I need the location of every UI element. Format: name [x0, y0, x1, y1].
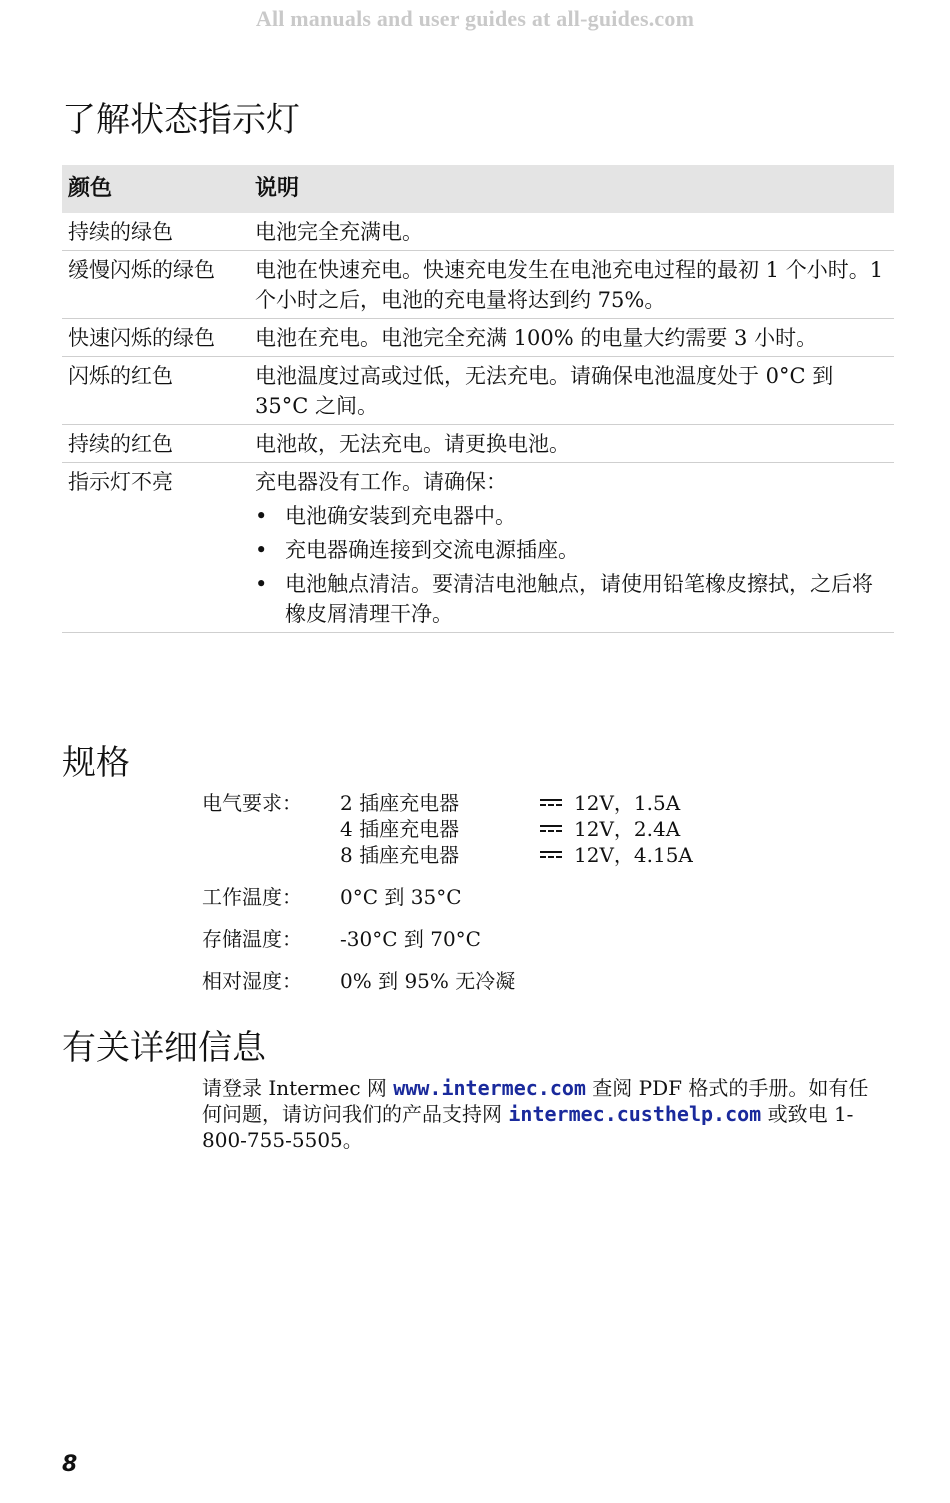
bullet-text: 电池确安装到充电器中。: [285, 504, 516, 528]
spec-row-electrical: [202, 790, 693, 868]
dc-symbol-icon: [540, 842, 574, 868]
spec-row-humidity: [202, 968, 693, 994]
table-row: [62, 251, 894, 319]
row-color: 持续的绿色: [68, 220, 173, 244]
row-description: 电池故，无法充电。请更换电池。: [255, 432, 570, 456]
table-row: [62, 357, 894, 425]
spec-row-operating-temp: [202, 884, 693, 910]
dc-symbol-icon: [540, 790, 574, 816]
charger-list: [340, 790, 693, 868]
row-color: 指示灯不亮: [68, 470, 173, 494]
charger-name: 4 插座充电器: [340, 817, 460, 841]
table-row: [62, 319, 894, 357]
section-title-more-info: 有关详细信息: [62, 1028, 266, 1068]
table-header-row: [62, 165, 894, 213]
section-title-specifications: 规格: [62, 743, 130, 783]
page-number: 8: [62, 1452, 78, 1477]
spec-row-storage-temp: [202, 926, 693, 952]
info-text: 或致电 1-800-755-5505。: [202, 1102, 854, 1152]
dc-symbol-icon: [540, 816, 574, 842]
row-description: 电池在快速充电。快速充电发生在电池充电过程的最初 1 个小时。1 个小时之后，电池的充电量将达到约 75%。: [255, 258, 884, 312]
bullet-item: [255, 535, 886, 565]
info-text: 请登录 Intermec 网: [202, 1076, 394, 1100]
row-description: 电池温度过高或过低，无法充电。请确保电池温度处于 0°C 到 35°C 之间。: [255, 364, 834, 418]
bullet-icon: •: [255, 538, 268, 562]
bullet-text: 充电器确连接到交流电源插座。: [285, 538, 579, 562]
charger-rating: 12V，1.5A: [574, 791, 681, 815]
status-light-table: [62, 165, 894, 633]
spec-label: 存储温度：: [202, 927, 302, 951]
spec-label: 相对湿度：: [202, 969, 302, 993]
spec-label: 电气要求：: [202, 791, 302, 815]
spec-label: 工作温度：: [202, 885, 302, 909]
row-description: 电池完全充满电。: [255, 220, 423, 244]
table-row: [62, 213, 894, 251]
info-text: 查阅 PDF 格式的手册。如有任何问题，请访问我们的产品支持网: [202, 1076, 869, 1126]
bullet-icon: •: [255, 572, 268, 596]
row-color: 持续的红色: [68, 432, 173, 456]
row-description: 电池在充电。电池完全充满 100% 的电量大约需要 3 小时。: [255, 326, 818, 350]
intermec-website-link[interactable]: www.intermec.com: [393, 1076, 586, 1100]
row-description-block: [255, 467, 894, 629]
bullet-text: 电池触点清洁。要清洁电池触点，请使用铅笔橡皮擦拭，之后将橡皮屑清理干净。: [285, 572, 873, 626]
row-color: 快速闪烁的绿色: [68, 326, 215, 350]
charger-row: [340, 816, 693, 842]
charger-name: 8 插座充电器: [340, 843, 460, 867]
row-color: 缓慢闪烁的绿色: [68, 258, 215, 282]
spec-value: 0% 到 95% 无冷凝: [340, 969, 516, 993]
table-row: [62, 463, 894, 633]
spec-value: 0°C 到 35°C: [340, 885, 462, 909]
charger-row: [340, 790, 693, 816]
bullet-icon: •: [255, 504, 268, 528]
spec-value: -30°C 到 70°C: [340, 927, 481, 951]
watermark: All manuals and user guides at all-guides.com: [255, 6, 695, 31]
header-description: 说明: [255, 176, 300, 201]
bullet-item: [255, 501, 886, 531]
table-row: [62, 425, 894, 463]
charger-row: [340, 842, 693, 868]
charger-rating: 12V，2.4A: [574, 817, 681, 841]
charger-rating: 12V，4.15A: [574, 843, 693, 867]
support-website-link[interactable]: intermec.custhelp.com: [508, 1102, 762, 1126]
section-title-status-lights: 了解状态指示灯: [62, 100, 300, 140]
bullet-item: [255, 569, 886, 629]
row-color: 闪烁的红色: [68, 364, 173, 388]
row-description: 充电器没有工作。请确保：: [255, 470, 507, 494]
header-color: 颜色: [68, 176, 113, 201]
more-info-paragraph: [202, 1075, 886, 1153]
charger-name: 2 插座充电器: [340, 791, 460, 815]
specifications-list: [202, 790, 693, 994]
